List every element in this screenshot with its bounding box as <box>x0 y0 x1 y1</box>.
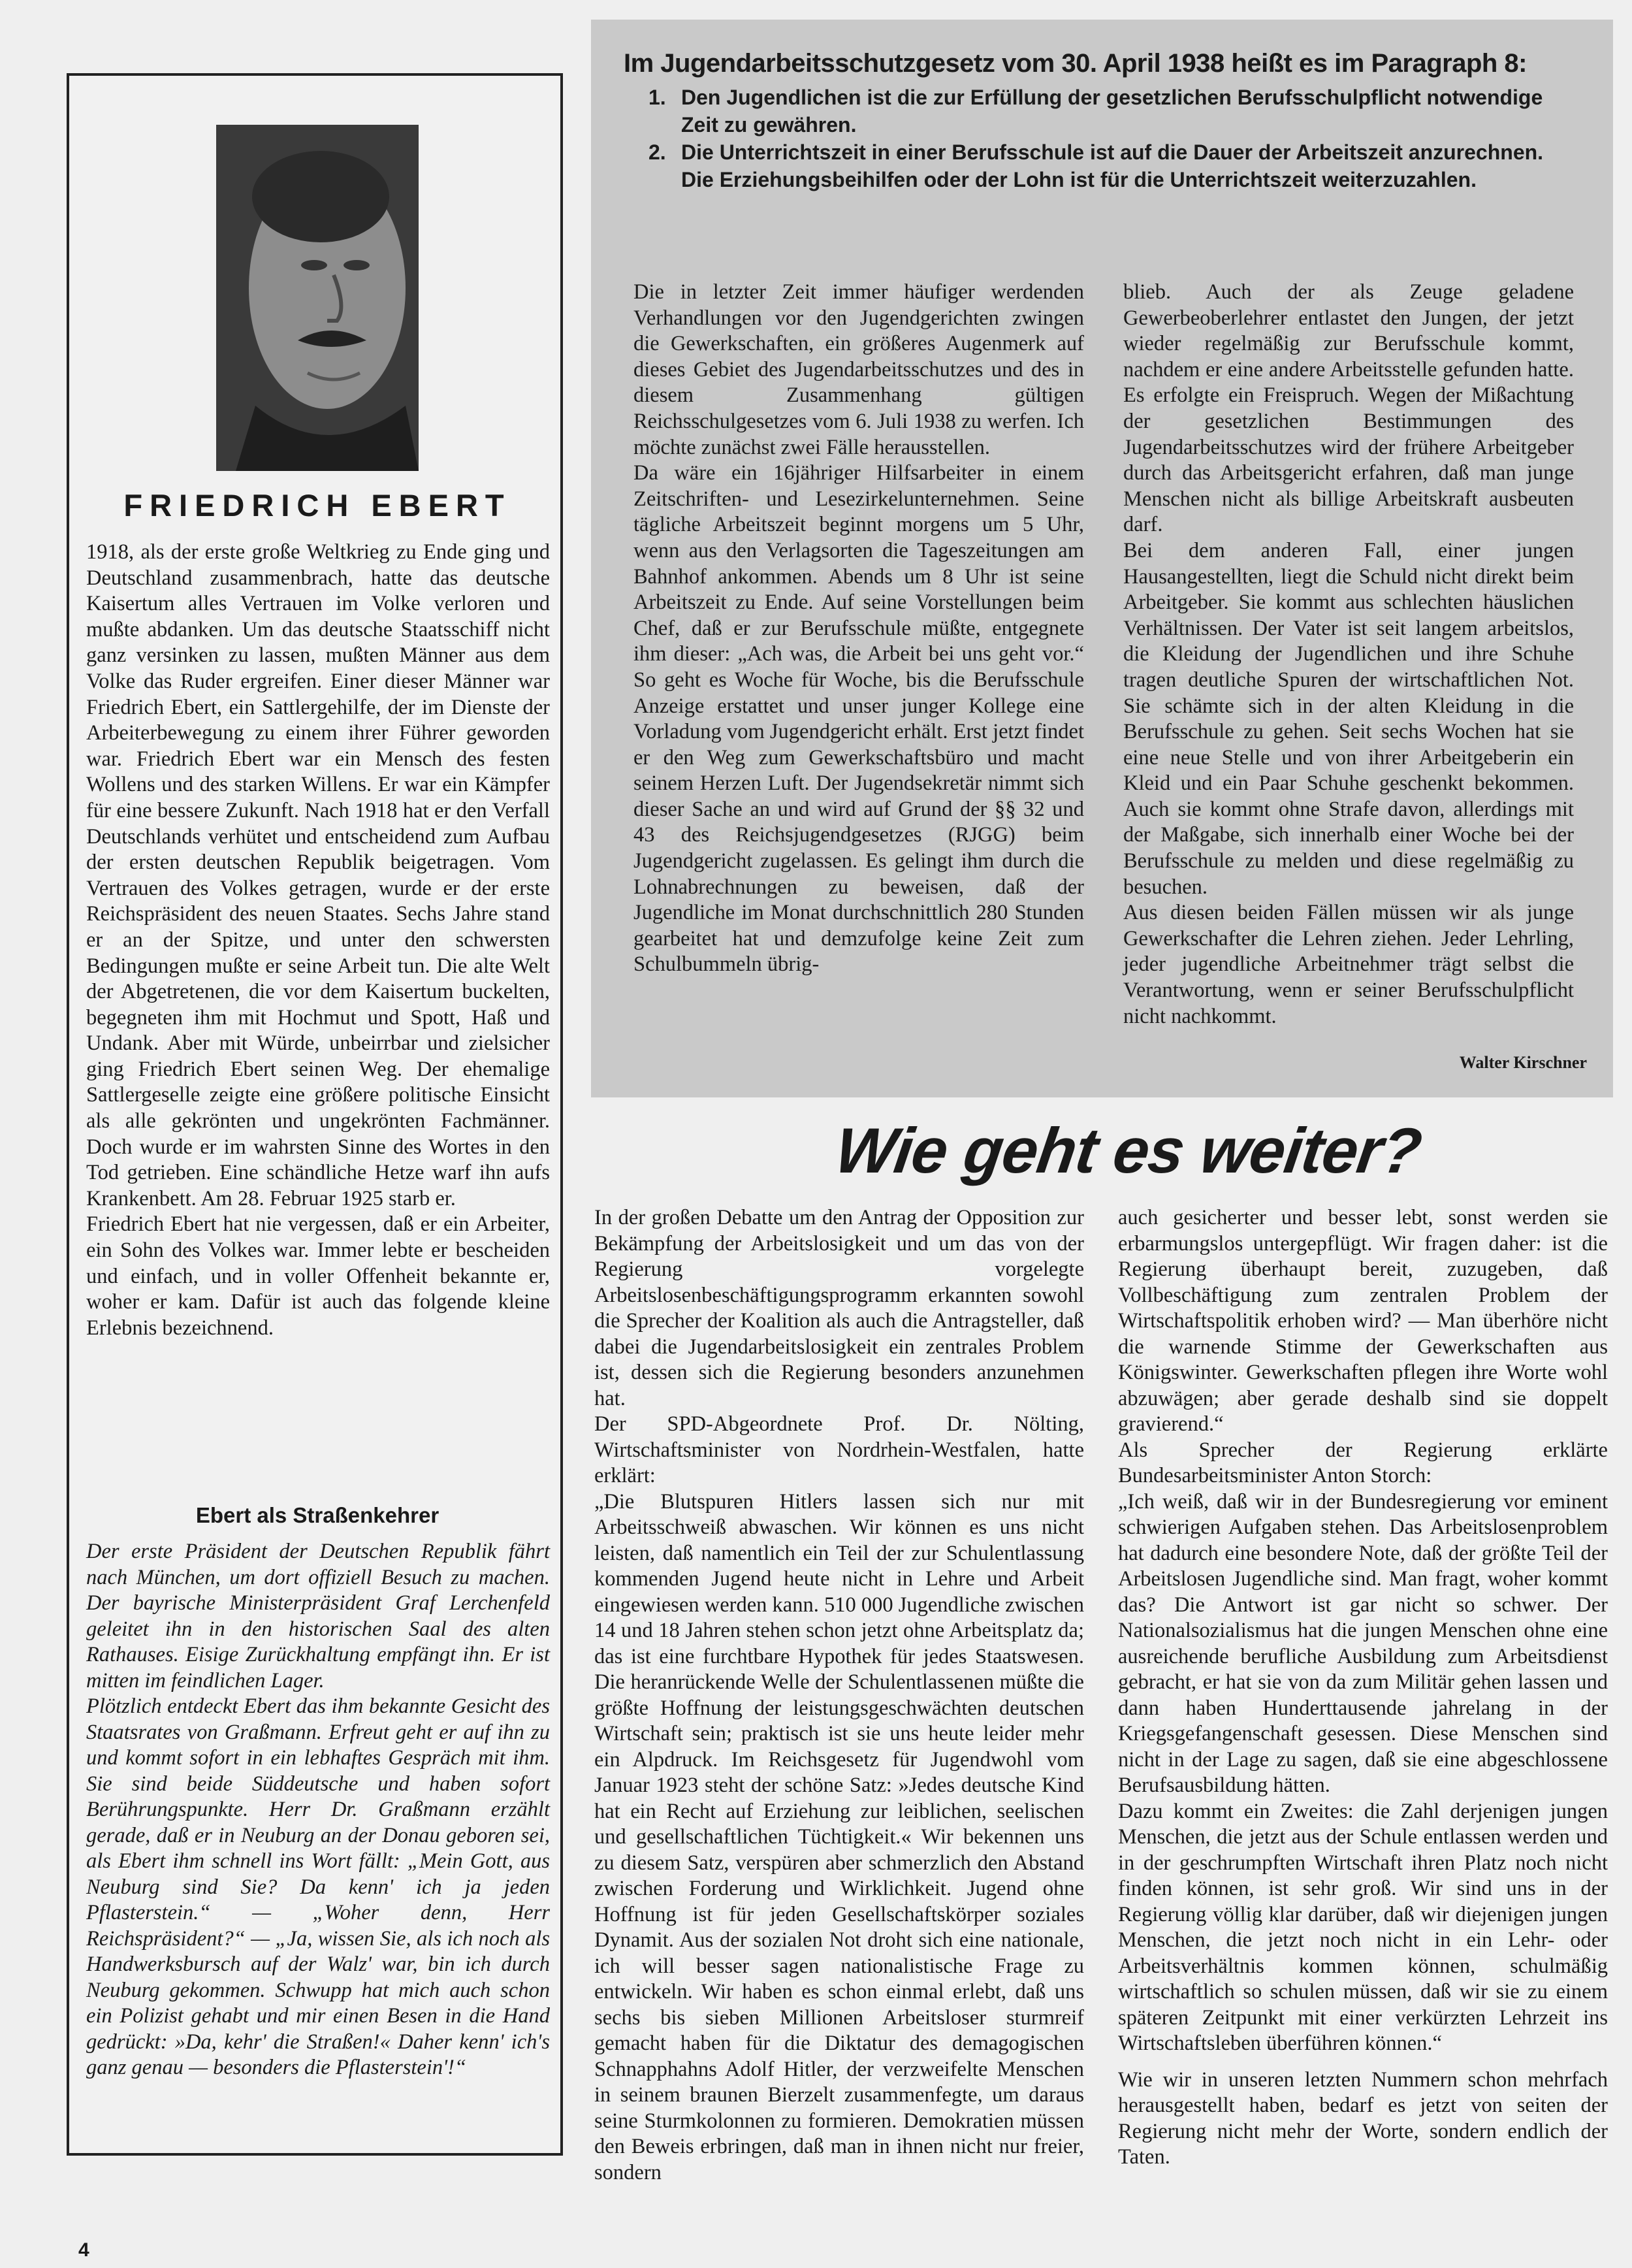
law-item-number <box>648 166 681 193</box>
ebert-biography <box>86 540 550 1341</box>
law-column-2 <box>1123 280 1574 1029</box>
article-paragraph: Der SPD-Abgeordnete Prof. Dr. Nölting, Wirtschaftsminister von Nordrhein-Westfalen, hatte erklärt: <box>594 1412 1084 1487</box>
law-item-text: Die Erziehungsbeihilfen oder der Lohn ist für die Unterrichtszeit weiterzuzahlen. <box>681 168 1477 191</box>
article-paragraph: auch gesicherter und besser lebt, sonst werden sie erbarmungslos untergepflügt. Wir fragen daher: ist die Regierung überhaupt bereit, zuzugeben, daß Vollbeschäftigung zum zentralen Problem der Wirtschaftspolitik erhoben wird? — Man überhöre nicht die warnende Stimme der Gewerkschaften aus Königswinter. Gewerkschaften pflegen ihre Worte wohl abzuwägen; aber gerade deshalb sind sie doppelt gravierend.“ <box>1118 1206 1608 1436</box>
story-paragraph: Der erste Präsident der Deutschen Republik fährt nach München, um dort offiziell Besuch zu machen. Der bayrische Ministerpräsident Graf Lerchenfeld geleitet ihn in den historischen Saal des alten Rathauses. Eisige Zurückhaltung empfängt ihn. Er ist mitten im feindlichen Lager. <box>86 1540 550 1693</box>
law-paragraph: Da wäre ein 16jähriger Hilfsarbeiter in einem Zeitschriften- und Lesezirkelunternehmen. Seine tägliche Arbeitszeit beginnt morgens um 5 Uhr, wenn aus den Verlagsorten die Tageszeitungen am Bahnhof ankommen. Abends um 8 Uhr ist seine Arbeitszeit zu Ende. Auf seine Vorstellungen beim Chef, daß er zur Berufsschule müßte, entgegnete ihm dieser: „Ach was, die Arbeit bei uns geht vor.“ So geht es Woche für Woche, bis die Berufsschule Anzeige erstattet und unser junger Kollege eine Vorladung vom Jugendgericht erhält. Erst jetzt findet er den Weg zum Gewerkschaftsbüro und macht seinem Herzen Luft. Der Jugendsekretär nimmt sich dieser Sache an und wird auf Grund der §§ 32 und 43 des Reichsjugendgesetzes (RJGG) beim Jugendgericht zugelassen. Es gelingt ihm durch die Lohnabrechnungen zu beweisen, daß der Jugendliche im Monat durchschnittlich 280 Stunden gearbeitet hat und demzufolge keine Zeit zum Schulbummeln übrig- <box>633 461 1084 977</box>
article-column-2 <box>1118 1205 1608 2171</box>
author-signature: Walter Kirschner <box>1459 1053 1587 1072</box>
ebert-paragraph: Friedrich Ebert hat nie vergessen, daß er ein Arbeiter, ein Sohn des Volkes war. Immer lebte er bescheiden und einfach, und in voller Offenheit bekannte er, woher er kam. Dafür ist auch das folgende kleine Erlebnis bezeichnend. <box>86 1212 550 1340</box>
law-item <box>648 166 1576 193</box>
law-items <box>648 84 1576 193</box>
page-number: 4 <box>78 2239 89 2261</box>
law-item <box>648 138 1576 166</box>
story-text <box>86 1539 550 2081</box>
law-paragraph: Aus diesen beiden Fällen müssen wir als junge Gewerkschafter die Lehren ziehen. Jeder Lehrling, jeder jugendliche Arbeitnehmer trägt selbst die Verantwortung, wenn er seiner Berufsschulpflicht nicht nachkommt. <box>1123 901 1574 1028</box>
article-paragraph: „Die Blutspuren Hitlers lassen sich nur mit Arbeitsschweiß abwaschen. Wir können es uns nicht leisten, daß namentlich ein Teil der zur Schulentlassung kommenden Jugend heute nicht in Lehre und Arbeit eingewiesen werden kann. 510 000 Jugendliche zwischen 14 und 18 Jahren stehen schon jetzt ohne Arbeitsplatz da; das ist eine furchtbare Hypothek für jedes Staatswesen. Die heranrückende Welle der Schulentlassenen müßte die größte Hoffnung der leistungsgeschwächten deutschen Wirtschaft sein; praktisch ist sie uns heute leider mehr ein Alpdruck. Im Reichsgesetz für Jugendwohl vom Januar 1923 steht der schöne Satz: »Jedes deutsche Kind hat ein Recht auf Erziehung zur leiblichen, seelischen und gesellschaftlichen Tüchtigkeit.« Wir bekennen uns zu diesem Satz, verspüren aber schmerzlich den Abstand zwischen Forderung und Wirklichkeit. Jugend ohne Hoffnung ist für jeden Gesellschaftskörper soziales Dynamit. Aus der sozialen Not droht sich eine nationale, ich will besser sagen nationalistische Frage zu entwickeln. Wir haben es schon einmal erlebt, daß uns sechs bis sieben Millionen Arbeitsloser sturmreif gemacht haben für die Diktatur des demagogischen Schnapphahns Adolf Hitler, der verzweifelte Menschen in seinem braunen Bierzelt zusammenfegte, um daraus seine Sturmkolonnen zu formieren. Demokratien müssen den Beweis erbringen, daß man in ihnen nicht nur freier, sondern <box>594 1489 1084 2184</box>
ebert-paragraph: 1918, als der erste große Weltkrieg zu Ende ging und Deutschland zusammenbrach, hatte das deutsche Kaisertum alles Vertrauen im Volke verloren und mußte abdanken. Um das deutsche Staatsschiff nicht ganz versinken zu lassen, mußten Männer aus dem Volke das Ruder ergreifen. Einer dieser Männer war Friedrich Ebert, ein Sattlergehilfe, der im Dienste der Arbeiterbewegung zu einem ihrer Führer geworden war. Friedrich Ebert war ein Mensch des festen Wollens und des starken Willens. Er war ein Kämpfer für eine bessere Zukunft. Nach 1918 hat er den Verfall Deutschlands verhütet und entscheidend zum Aufbau der ersten deutschen Republik beigetragen. Vom Vertrauen des Volkes getragen, wurde er der erste Reichspräsident des neuen Staates. Sechs Jahre stand er an der Spitze, und unter den schwersten Bedingungen mußte er seine Arbeit tun. Die alte Welt der Abgetretenen, die vor dem Kaisertum buckelten, begegneten ihm mit Hochmut und Spott, Haß und Undank. Aber mit Würde, unbeirrbar und zielsicher ging Friedrich Ebert seinen Weg. Der ehemalige Sattlergeselle zeigte eine größere politische Einsicht als alle gekrönten und ungekrönten Fachmänner. Doch wurde er im wahrsten Sinne des Wortes in den Tod getrieben. Eine schändliche Hetze warf ihn aufs Krankenbett. Am 28. Februar 1925 starb er. <box>86 540 550 1210</box>
article-paragraph: „Ich weiß, daß wir in der Bundesregierung vor eminent schwierigen Aufgaben stehen. Das Arbeitslosenproblem hat dadurch eine besondere Note, daß der größte Teil der Arbeitslosen Jugendliche sind. Man fragt, woher kommt das? Die Antwort ist gar nicht so schwer. Der Nationalsozialismus hat die jungen Menschen ohne eine ausreichende berufliche Ausbildung zum Arbeitsdienst gebracht, er hat sie von da zum Militär gehen lassen und dann haben Hunderttausende jahrelang in der Kriegsgefangenschaft gesessen. Diese Menschen sind nicht in der Lage zu sagen, daß sie eine abgeschlossene Berufsausbildung hätten. <box>1118 1489 1608 1797</box>
law-item-number: 1. <box>648 86 666 109</box>
law-column-1 <box>633 280 1084 978</box>
story-paragraph: Plötzlich entdeckt Ebert das ihm bekannte Gesicht des Staatsrates von Graßmann. Erfreut geht er auf ihn zu und kommt sofort in ein lebhaftes Gespräch mit ihm. Sie sind beide Süddeutsche und haben sofort Berührungspunkte. Herr Dr. Graßmann erzählt gerade, daß er in Neuburg an der Donau geboren sei, als Ebert ihm schnell ins Wort fällt: „Mein Gott, aus Neuburg sind Sie? Da kenn' ich ja jeden Pflasterstein.“ — „Woher denn, Herr Reichspräsident?“ — „Ja, wissen Sie, als ich noch als Handwerksbursch auf der Walz' war, bin ich durch Neuburg gekommen. Schwupp hat mich auch schon ein Polizist gehabt und mir einen Besen in die Hand gedrückt: »Da, kehr' die Straßen!« Daher kenn' ich's ganz genau — besonders die Pflasterstein'!“ <box>86 1694 550 2079</box>
law-box-title: Im Jugendarbeitsschutzgesetz vom 30. April 1938 heißt es im Paragraph 8: <box>624 49 1527 78</box>
article-column-1 <box>594 1205 1084 2186</box>
law-item-text: Den Jugendlichen ist die zur Erfüllung der gesetzlichen Berufsschulpflicht notwendige Zeit zu gewähren. <box>681 86 1543 137</box>
article-paragraph: In der großen Debatte um den Antrag der Opposition zur Bekämpfung der Arbeitslosigkeit und um das von der Regierung vorgelegte Arbeitslosenbeschäftigungsprogramm erkannten sowohl die Sprecher der Koalition als auch die Antragsteller, daß dabei die Jugendarbeitslosigkeit ein zentrales Problem ist, dessen sich die Regierung besonders anzunehmen hat. <box>594 1206 1084 1410</box>
law-item <box>648 84 1576 138</box>
portrait-illustration <box>216 125 419 471</box>
article-paragraph: Als Sprecher der Regierung erklärte Bundesarbeitsminister Anton Storch: <box>1118 1438 1608 1487</box>
law-item-number: 2. <box>648 140 666 164</box>
law-paragraph: blieb. Auch der als Zeuge geladene Gewerbeoberlehrer entlastet den Jungen, der jetzt wieder regelmäßig zur Berufsschule kommt, nachdem er eine andere Arbeitsstelle gefunden hatte. Es erfolgte ein Freispruch. Wegen der Mißachtung der gesetzlichen Bestimmungen des Jugendarbeitsschutzes wird der frühere Arbeitgeber durch das Arbeitsgericht erfahren, daß man junge Menschen nicht als billige Arbeitskraft ausbeuten darf. <box>1123 280 1574 537</box>
law-paragraph: Bei dem anderen Fall, einer jungen Hausangestellten, liegt die Schuld nicht direkt beim Arbeitgeber. Sie kommt aus schlechten häuslichen Verhältnissen. Der Vater ist seit langem arbeitslos, die Kleidung der Jugendlichen und ihre Schuhe tragen deutliche Spuren der wirtschaftlichen Not. Sie schämte sich in der alten Kleidung in die Berufsschule zu gehen. Seit sechs Wochen hat sie eine neue Stelle und von ihrer Arbeitgeberin ein Kleid und ein Paar Schuhe geschenkt bekommen. Auch sie kommt ohne Strafe davon, allerdings mit der Maßgabe, sich innerhalb einer Woche bei der Berufsschule zu melden und diese regelmäßig zu besuchen. <box>1123 538 1574 899</box>
law-paragraph: Die in letzter Zeit immer häufiger werdenden Verhandlungen vor den Jugendgerichten zwingen die Gewerkschaften, ein größeres Augenmerk auf dieses Gebiet des Jugendarbeitsschutzes und des in diesem Zusammenhang gültigen Reichsschulgesetzes vom 6. Juli 1938 zu werfen. Ich möchte zunächst zwei Fälle herausstellen. <box>633 280 1084 459</box>
law-box <box>591 20 1613 1097</box>
law-item-text: Die Unterrichtszeit in einer Berufsschule ist auf die Dauer der Arbeitszeit anzurechnen. <box>681 140 1544 164</box>
story-title: Ebert als Straßenkehrer <box>195 1503 440 1527</box>
ebert-title: FRIEDRICH EBERT <box>123 488 511 523</box>
article-paragraph: Wie wir in unseren letzten Nummern schon mehrfach herausgestellt haben, bedarf es jetzt von seiten der Regierung nicht mehr der Worte, sondern endlich der Taten. <box>1118 2067 1608 2169</box>
ebert-box <box>67 73 563 2156</box>
article-headline: Wie geht es weiter? <box>831 1114 1426 1186</box>
article-paragraph: Dazu kommt ein Zweites: die Zahl derjenigen jungen Menschen, die jetzt aus der Schule entlassen werden und in der geschrumpften Wirtschaft ihren Platz noch nicht finden können, ist sehr groß. Wir sind uns in der Regierung völlig klar darüber, daß wir diejenigen jungen Menschen, die jetzt noch nicht in ein Lehr- oder Arbeitsverhältnis kommen können, schulmäßig wirtschaftlich so schulen müssen, daß wir sie zu einem späteren Zeitpunkt mit einer verkürzten Lehrzeit ins Wirtschaftsleben überführen können.“ <box>1118 1799 1608 2055</box>
ebert-portrait-image <box>216 125 419 471</box>
